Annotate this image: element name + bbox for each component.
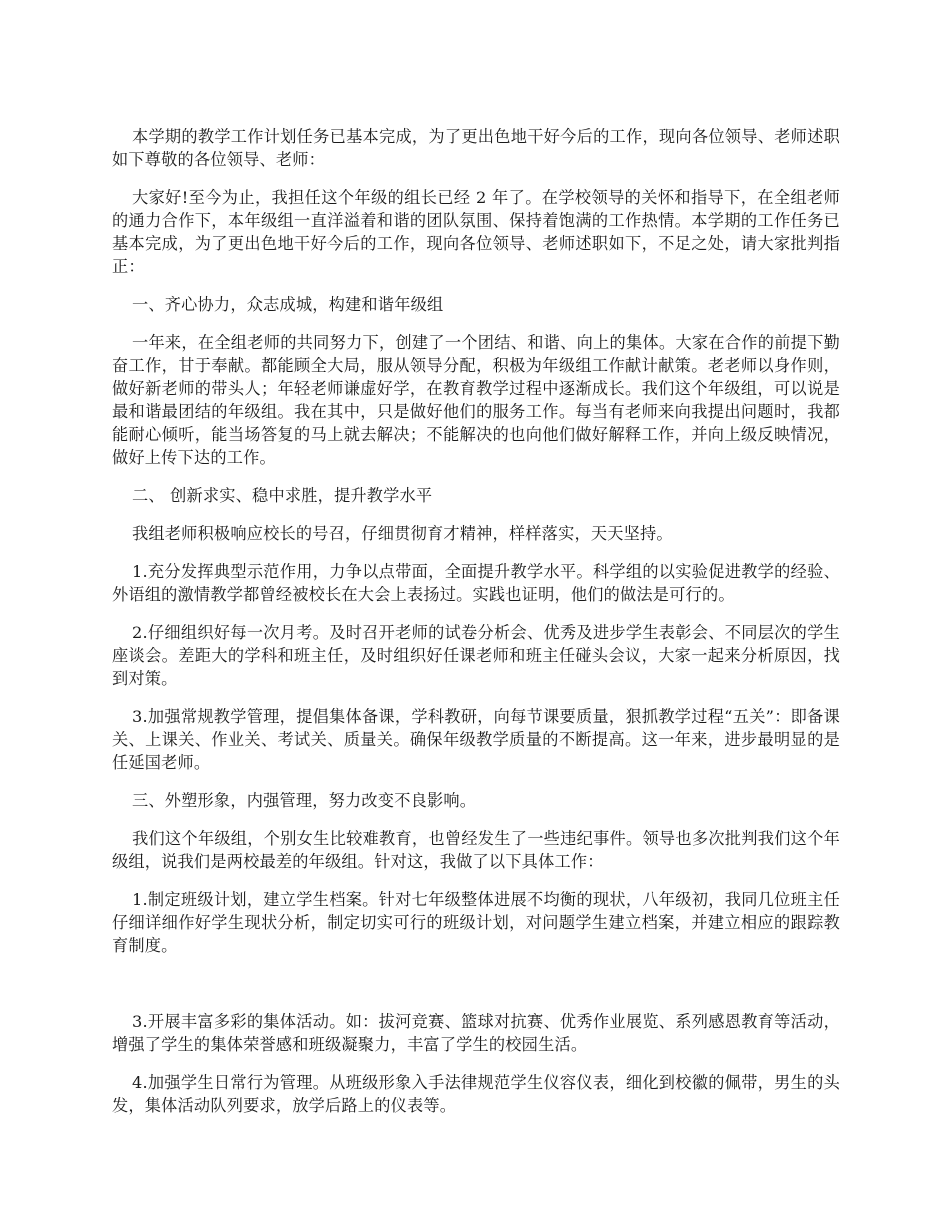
list-item-2-1: 1.充分发挥典型示范作用，力争以点带面，全面提升教学水平。科学组的以实验促进教学的经验、外语组的激情教学都曾经被校长在大会上表扬过。实践也证明，他们的做法是可行的。 bbox=[112, 562, 840, 604]
paragraph-section-2-intro: 我组老师积极响应校长的号召，仔细贯彻育才精神，样样落实，天天坚持。 bbox=[132, 524, 673, 543]
paragraph-greeting: 大家好!至今为止，我担任这个年级的组长已经 2 年了。在学校领导的关怀和指导下，在全组老师的通力合作下，本年级组一直洋溢着和谐的团队氛围、保持着饱满的工作热情。本学期的工作任务已基本完成，为了更出色地干好今后的工作，现向各位领导、老师述职如下，不足之处，请大家批判指正： bbox=[112, 188, 840, 276]
list-item-2-3: 3.加强常规教学管理，提倡集体备课，学科教研，向每节课要质量，狠抓教学过程“五关”：即备课关、上课关、作业关、考试关、质量关。确保年级教学质量的不断提高。这一年来，进步最明显的是任延国老师。 bbox=[112, 707, 840, 772]
list-item-3-1: 1.制定班级计划，建立学生档案。针对七年级整体进展不均衡的现状，八年级初，我同几位班主任仔细详细作好学生现状分析，制定切实可行的班级计划，对问题学生建立档案，并建立相应的跟踪教育制度。 bbox=[112, 890, 840, 955]
section-heading-3: 三、外塑形象，内强管理，努力改变不良影响。 bbox=[132, 791, 477, 810]
list-item-3-3: 3.开展丰富多彩的集体活动。如：拔河竞赛、篮球对抗赛、优秀作业展览、系列感恩教育等活动，增强了学生的集体荣誉感和班级凝聚力，丰富了学生的校园生活。 bbox=[112, 1012, 840, 1054]
paragraph-section-1: 一年来，在全组老师的共同努力下，创建了一个团结、和谐、向上的集体。大家在合作的前提下勤奋工作，甘于奉献。都能顾全大局，服从领导分配，积极为年级组工作献计献策。老老师以身作则，做好新老师的带头人；年轻老师谦虚好学，在教育教学过程中逐渐成长。我们这个年级组，可以说是最和谐最团结的年级组。我在其中，只是做好他们的服务工作。每当有老师来向我提出问题时，我都能耐心倾听，能当场答复的马上就去解决；不能解决的也向他们做好解释工作，并向上级反映情况，做好上传下达的工作。 bbox=[112, 333, 840, 467]
list-item-3-4: 4.加强学生日常行为管理。从班级形象入手法律规范学生仪容仪表，细化到校徽的佩带，男生的头发，集体活动队列要求，放学后路上的仪表等。 bbox=[112, 1073, 840, 1115]
list-item-2-2: 2.仔细组织好每一次月考。及时召开老师的试卷分析会、优秀及进步学生表彰会、不同层次的学生座谈会。差距大的学科和班主任，及时组织好任课老师和班主任碰头会议，大家一起来分析原因，找到对策。 bbox=[112, 623, 840, 688]
section-heading-2: 二、 创新求实、稳中求胜，提升教学水平 bbox=[132, 486, 433, 505]
section-heading-1: 一、齐心协力，众志成城，构建和谐年级组 bbox=[132, 295, 444, 314]
document-body bbox=[112, 125, 840, 1132]
paragraph-section-3-intro: 我们这个年级组，个别女生比较难教育，也曾经发生了一些违纪事件。领导也多次批判我们这个年级组，说我们是两校最差的年级组。针对这，我做了以下具体工作： bbox=[112, 829, 840, 871]
blank-gap bbox=[112, 972, 840, 1010]
paragraph-intro: 本学期的教学工作计划任务已基本完成，为了更出色地干好今后的工作，现向各位领导、老师述职如下尊敬的各位领导、老师： bbox=[112, 127, 840, 169]
